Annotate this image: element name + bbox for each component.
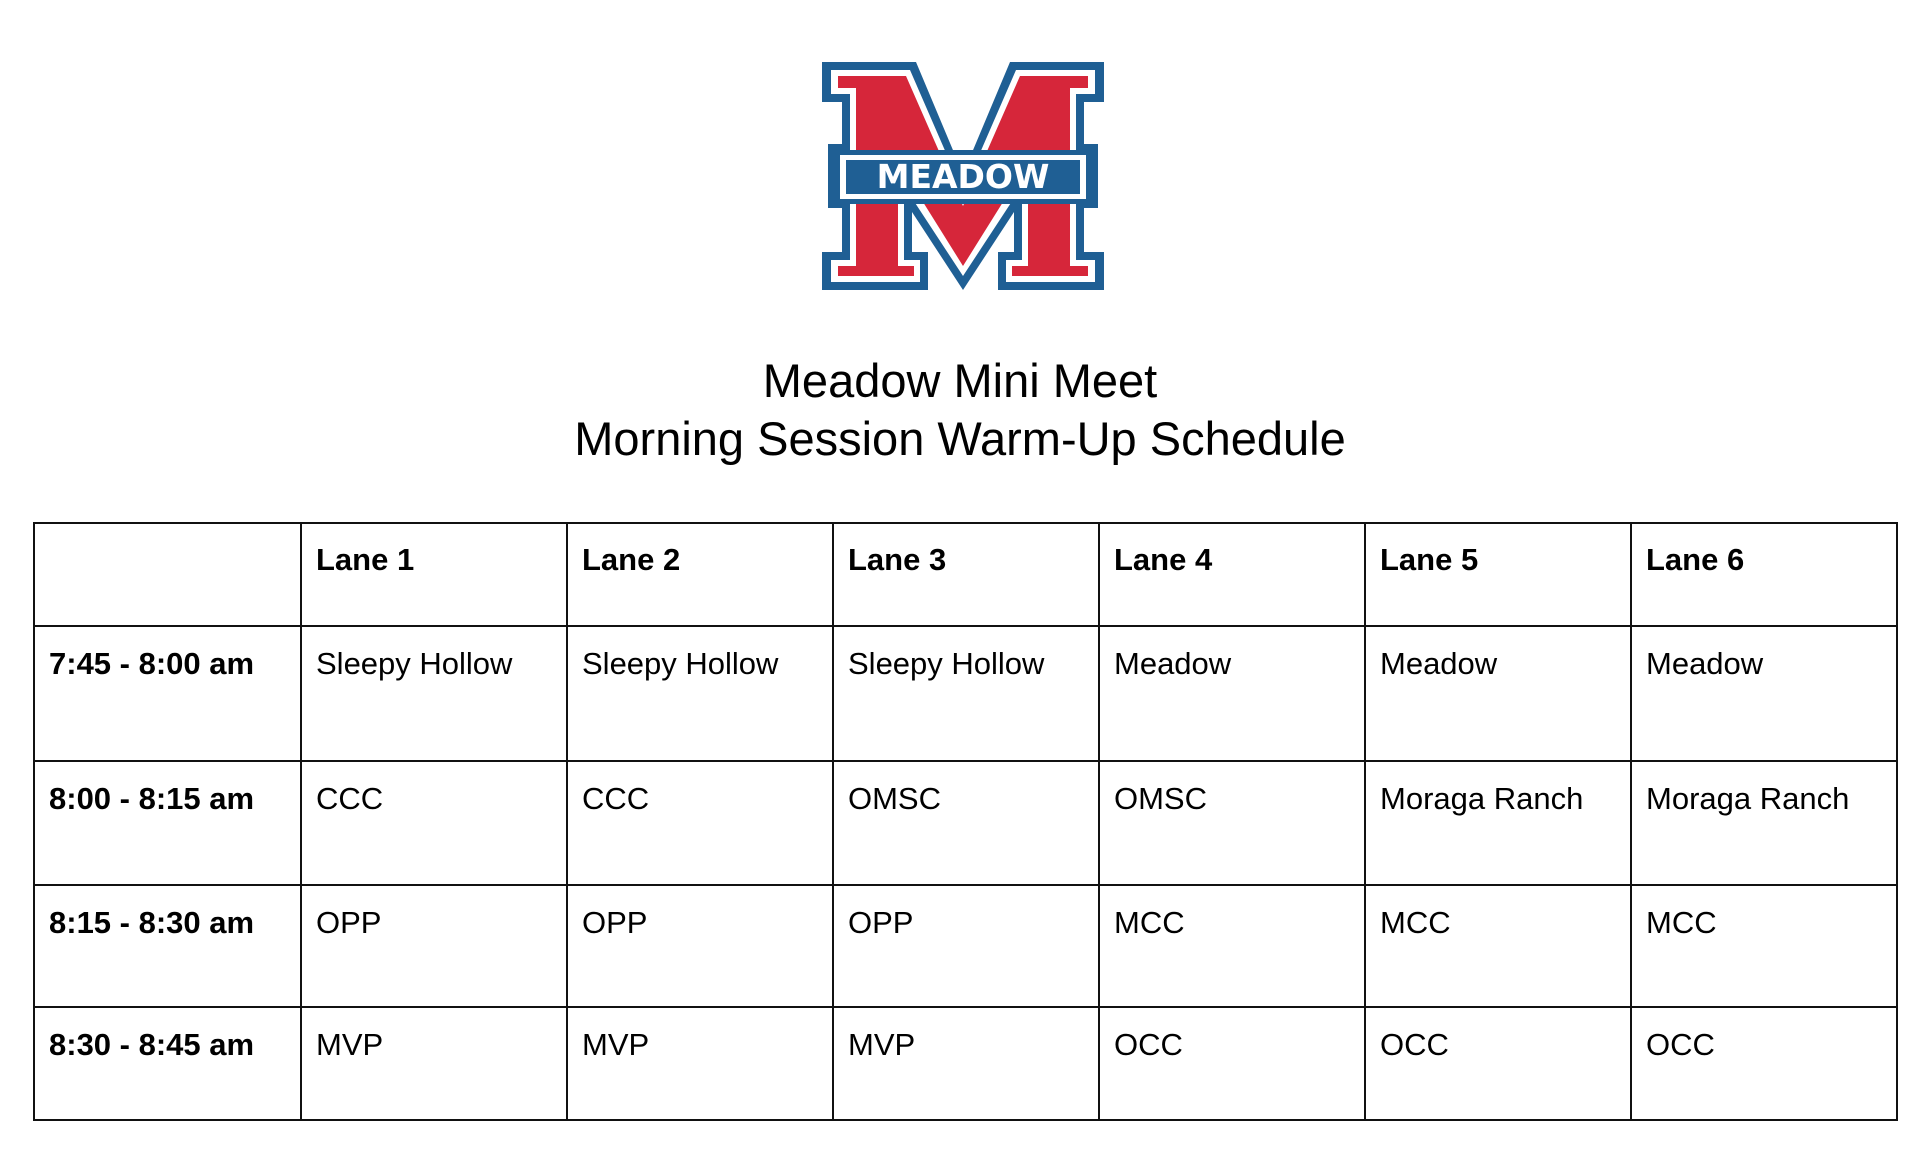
lane-header: Lane 6 — [1631, 523, 1897, 626]
logo-text: MEADOW — [876, 157, 1050, 196]
title-line-2: Morning Session Warm-Up Schedule — [574, 412, 1346, 465]
table-row — [34, 1007, 1897, 1120]
lane-cell: CCC — [301, 761, 567, 885]
lane-cell: MVP — [301, 1007, 567, 1120]
lane-cell: OCC — [1099, 1007, 1365, 1120]
lane-cell: Sleepy Hollow — [833, 626, 1099, 761]
page-title — [0, 352, 1920, 468]
lane-cell: Sleepy Hollow — [301, 626, 567, 761]
time-slot: 8:00 - 8:15 am — [34, 761, 301, 885]
lane-cell: OPP — [301, 885, 567, 1007]
lane-cell: OCC — [1631, 1007, 1897, 1120]
lane-cell: Sleepy Hollow — [567, 626, 833, 761]
lane-header: Lane 3 — [833, 523, 1099, 626]
lane-cell: Moraga Ranch — [1365, 761, 1631, 885]
time-slot: 8:30 - 8:45 am — [34, 1007, 301, 1120]
lane-cell: OCC — [1365, 1007, 1631, 1120]
time-slot: 8:15 - 8:30 am — [34, 885, 301, 1007]
lane-cell: OMSC — [1099, 761, 1365, 885]
lane-cell: MVP — [567, 1007, 833, 1120]
lane-cell: MCC — [1099, 885, 1365, 1007]
lane-cell: Meadow — [1631, 626, 1897, 761]
lane-cell: MCC — [1365, 885, 1631, 1007]
lane-cell: MVP — [833, 1007, 1099, 1120]
meadow-logo — [822, 62, 1104, 290]
lane-header: Lane 1 — [301, 523, 567, 626]
warmup-schedule-table — [33, 522, 1898, 1121]
lane-cell: Meadow — [1099, 626, 1365, 761]
time-slot: 7:45 - 8:00 am — [34, 626, 301, 761]
table-row — [34, 761, 1897, 885]
corner-cell — [34, 523, 301, 626]
lane-cell: OPP — [567, 885, 833, 1007]
lane-header: Lane 5 — [1365, 523, 1631, 626]
lane-cell: OMSC — [833, 761, 1099, 885]
lane-cell: Meadow — [1365, 626, 1631, 761]
lane-header: Lane 2 — [567, 523, 833, 626]
lane-cell: MCC — [1631, 885, 1897, 1007]
table-row — [34, 885, 1897, 1007]
lane-cell: Moraga Ranch — [1631, 761, 1897, 885]
lane-header: Lane 4 — [1099, 523, 1365, 626]
lane-cell: CCC — [567, 761, 833, 885]
header-row — [34, 523, 1897, 626]
table-row — [34, 626, 1897, 761]
lane-cell: OPP — [833, 885, 1099, 1007]
title-line-1: Meadow Mini Meet — [762, 354, 1158, 407]
